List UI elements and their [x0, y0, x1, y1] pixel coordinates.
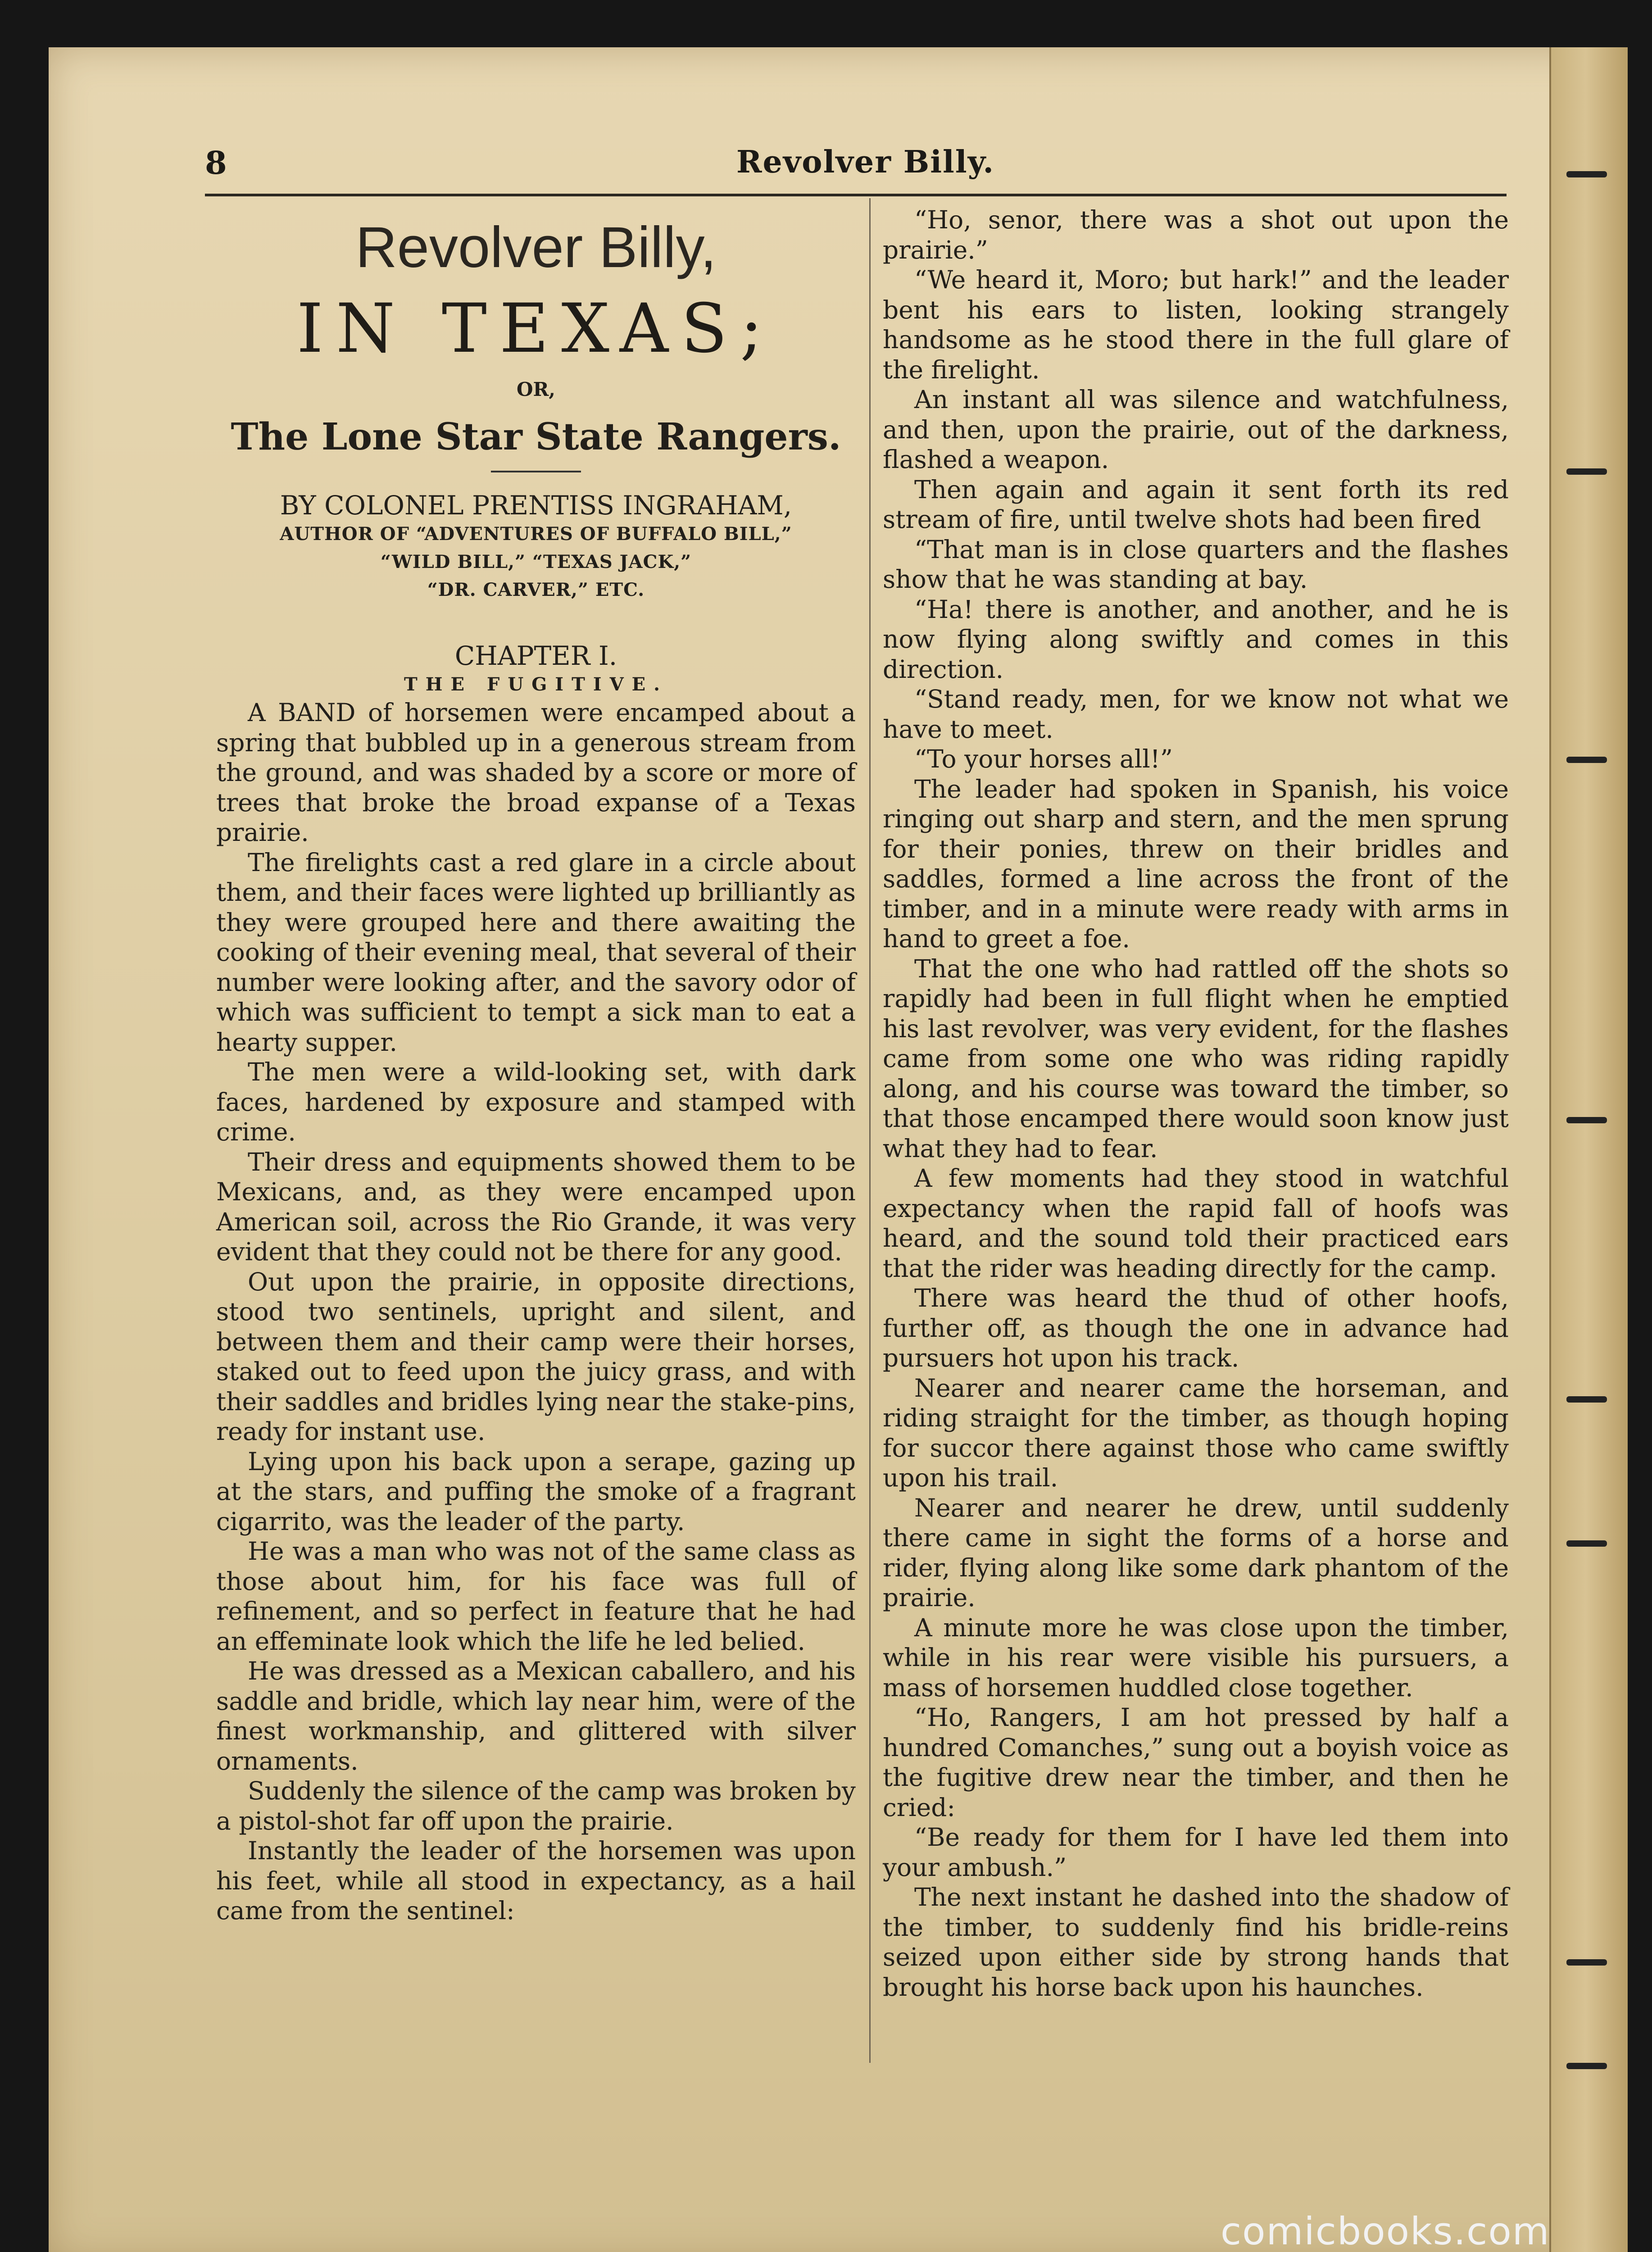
binding-stitch — [1566, 1117, 1607, 1123]
running-title: Revolver Billy. — [736, 144, 995, 180]
paragraph: “To your horses all!” — [914, 745, 1173, 773]
paragraph: “Ha! there is another, and another, and he is now flying along swiftly and comes in this direction. — [883, 595, 1509, 684]
story-subtitle: IN TEXAS; — [296, 290, 776, 368]
title-rule — [491, 471, 581, 472]
paragraph: “Ho, senor, there was a shot out upon the prairie.” — [883, 205, 1509, 264]
paragraph: “Ho, Rangers, I am hot pressed by half a hundred Comanches,” sung out a boyish voice as the fugitive drew near the timber, and then he cried: — [883, 1703, 1509, 1822]
binding-spine — [1549, 47, 1628, 2252]
paragraph: “We heard it, Moro; but hark!” and the leader bent his ears to listen, looking strangely handsome as he stood there in the full glare of the firelight. — [883, 265, 1509, 384]
paragraph: Nearer and nearer he drew, until suddenly there came in sight the forms of a horse and rider, flying along like some dark phantom of the prairie. — [883, 1493, 1509, 1612]
binding-stitch — [1566, 1396, 1607, 1403]
paragraph: A few moments had they stood in watchful expectancy when the rapid fall of hoofs was heard, and the sound told their practiced ears that the rider was heading directly for the camp. — [883, 1164, 1509, 1283]
column-divider — [869, 198, 871, 2063]
header-rule — [205, 194, 1507, 196]
paragraph: Then again and again it sent forth its red stream of fire, until twelve shots had been fired — [883, 475, 1509, 534]
paragraph: He was dressed as a Mexican caballero, and his saddle and bridle, which lay near him, were of the finest workmanship, and glittered with silver ornaments. — [216, 1657, 856, 1775]
paragraph: The next instant he dashed into the shadow of the timber, to suddenly find his bridle-reins seized upon either side by strong hands that brought his horse back upon his haunches. — [883, 1883, 1509, 2002]
watermark: comicbooks.com — [1221, 2209, 1550, 2252]
paragraph: The men were a wild-looking set, with dark faces, hardened by exposure and stamped with crime. — [216, 1058, 856, 1146]
paragraph: “That man is in close quarters and the flashes show that he was standing at bay. — [883, 535, 1509, 594]
paragraph: A minute more he was close upon the timber, while in his rear were visible his pursuers, a mass of horsemen huddled close together. — [883, 1613, 1509, 1702]
left-column — [216, 205, 856, 1926]
paragraph: Out upon the prairie, in opposite directions, stood two sentinels, upright and silent, and between them and their camp were their horses, staked out to feed upon the juicy grass, and with their saddles and bridles lying near the stake-pins, ready for instant use. — [216, 1267, 856, 1446]
paragraph: Lying upon his back upon a serape, gazing up at the stars, and puffing the smoke of a fragrant cigarrito, was the leader of the party. — [216, 1447, 856, 1536]
paragraph: He was a man who was not of the same class as those about him, for his face was full of refinement, and so perfect in feature that he had an effeminate look which the life he led belied. — [216, 1537, 856, 1656]
author-credits: “DR. CARVER,” ETC. — [427, 579, 645, 600]
author-credits: “WILD BILL,” “TEXAS JACK,” — [380, 551, 692, 572]
paragraph: Their dress and equipments showed them to be Mexicans, and, as they were encamped upon American soil, across the Rio Grande, it was very evident that they could not be there for any good. — [216, 1147, 856, 1266]
binding-stitch — [1566, 757, 1607, 763]
paragraph: An instant all was silence and watchfulness, and then, upon the prairie, out of the darkness, flashed a weapon. — [883, 385, 1509, 474]
binding-stitch — [1566, 2063, 1607, 2069]
chapter-heading: CHAPTER I. — [454, 640, 617, 671]
binding-stitch — [1566, 468, 1607, 475]
right-paragraphs — [883, 205, 1509, 2002]
left-paragraphs — [216, 698, 856, 1926]
paragraph: “Be ready for them for I have led them into your ambush.” — [883, 1823, 1509, 1882]
or-line: OR, — [516, 378, 556, 400]
paragraph: “Stand ready, men, for we know not what we have to meet. — [883, 685, 1509, 744]
paragraph: The firelights cast a red glare in a circle about them, and their faces were lighted up brilliantly as they were grouped here and there awaiting the cooking of their evening meal, that several of their number were looking after, and the savory odor of which was sufficient to tempt a sick man to eat a hearty supper. — [216, 848, 856, 1057]
chapter-name: THE FUGITIVE. — [404, 674, 668, 695]
paragraph: The leader had spoken in Spanish, his voice ringing out sharp and stern, and the men sprung for their ponies, threw on their bridles and saddles, formed a line across the front of the timber, and in a minute were ready with arms in hand to greet a foe. — [883, 774, 1509, 953]
alternate-title: The Lone Star State Rangers. — [231, 415, 841, 459]
byline: BY COLONEL PRENTISS INGRAHAM, — [280, 490, 792, 521]
paragraph: That the one who had rattled off the shots so rapidly had been in full flight when he emptied his last revolver, was very evident, for the flashes came from some one who was riding rapidly along, and his course was toward the timber, so that those encamped there would soon know just what they had to fear. — [883, 954, 1509, 1163]
binding-stitch — [1566, 1959, 1607, 1966]
paragraph: Nearer and nearer came the horseman, and riding straight for the timber, as though hoping for succor there against those who came swiftly upon his trail. — [883, 1373, 1509, 1492]
story-title: Revolver Billy, — [355, 215, 717, 280]
paragraph: There was heard the thud of other hoofs, further off, as though the one in advance had pursuers hot upon his track. — [883, 1284, 1509, 1372]
right-column — [883, 205, 1509, 2002]
binding-stitch — [1566, 171, 1607, 177]
binding-stitch — [1566, 1540, 1607, 1547]
paragraph: Instantly the leader of the horsemen was upon his feet, while all stood in expectancy, as a hail came from the sentinel: — [216, 1836, 856, 1925]
page-number: 8 — [205, 144, 227, 182]
paragraph: A BAND of horsemen were encamped about a spring that bubbled up in a generous stream from the ground, and was shaded by a score or more of trees that broke the broad expanse of a Texas prairie. — [216, 698, 856, 847]
running-header — [205, 140, 1507, 189]
author-credits: AUTHOR OF “ADVENTURES OF BUFFALO BILL,” — [280, 523, 792, 545]
paragraph: Suddenly the silence of the camp was broken by a pistol-shot far off upon the prairie. — [216, 1776, 856, 1835]
